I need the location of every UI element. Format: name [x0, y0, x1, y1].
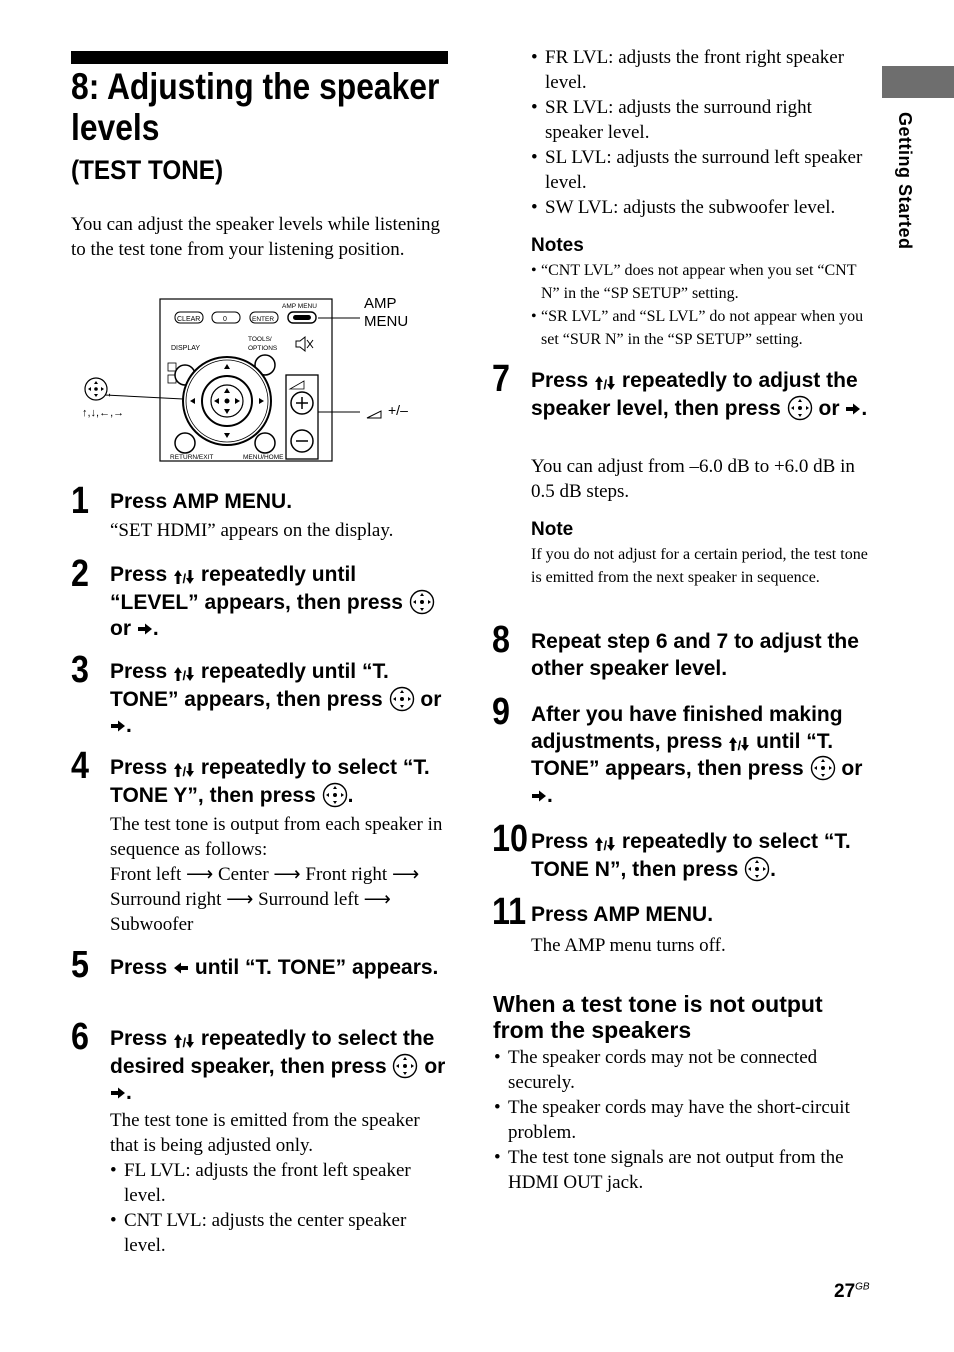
step-11-number: 11 — [492, 891, 527, 933]
page-number: $27^{GB}$ — [834, 1281, 870, 1302]
up-down-arrows-icon — [173, 762, 195, 778]
enter-icon — [787, 395, 813, 421]
list-item: • SR LVL: adjusts the surround right speaker level. — [531, 95, 871, 145]
list-item: • FR LVL: adjusts the front right speaker level. — [531, 45, 871, 95]
list-item: • The speaker cords may have the short-circuit problem. — [494, 1095, 874, 1145]
right-arrow-icon — [110, 719, 126, 733]
amp-menu-btn-label: AMP MENU — [282, 303, 317, 310]
step-6-bullets-cont — [531, 45, 871, 220]
step-7-text: Press repeatedly to adjust the speaker level, then press or . — [531, 369, 868, 420]
list-item: • The speaker cords may not be connected securely. — [494, 1045, 874, 1095]
enter-icon — [322, 782, 348, 808]
step-6-number: 6 — [71, 1016, 89, 1058]
enter-label: ENTER — [252, 316, 275, 323]
step-10-number: 10 — [492, 818, 528, 860]
svg-text:TOOLS/: TOOLS/ — [248, 336, 272, 343]
volume-callout: +/– — [388, 402, 408, 418]
step-3-text: Press repeatedly until “T. TONE” appears, then press or . — [110, 660, 442, 737]
speaker-sequence: Front left ⟶ Center ⟶ Front right ⟶ Surround right ⟶ Surround left ⟶ Subwoofer — [110, 864, 420, 935]
note-text: If you do not adjust for a certain period, the test tone is emitted from the next speaker in sequence. — [531, 546, 868, 586]
clear-label: CLEAR — [177, 316, 201, 323]
up-down-arrows-icon — [594, 836, 616, 852]
step-8-number: 8 — [492, 619, 510, 661]
enter-icon — [744, 856, 770, 882]
return-label: RETURN/EXIT — [170, 454, 214, 461]
up-down-arrows-icon — [173, 1033, 195, 1049]
list-item: • SL LVL: adjusts the surround left speaker level. — [531, 145, 871, 195]
page-subtitle: (TEST TONE) — [71, 155, 224, 185]
step-9-text: After you have finished making adjustments, press until “T. TONE” appears, then press or . — [531, 703, 863, 807]
troubleshoot-list — [494, 1045, 874, 1195]
up-down-arrows-icon — [728, 736, 750, 752]
menu-home-label: MENU/HOME — [243, 454, 284, 461]
list-item: • SW LVL: adjusts the subwoofer level. — [531, 195, 871, 220]
intro-paragraph: You can adjust the speaker levels while listening to the test tone from your listening position. — [71, 214, 441, 260]
step-9-number: 9 — [492, 691, 510, 733]
list-item: • FL LVL: adjusts the front left speaker level. — [110, 1158, 450, 1208]
step-11-desc: The AMP menu turns off. — [531, 935, 726, 956]
step-2-text: Press repeatedly until “LEVEL” appears, then press or . — [110, 562, 450, 643]
remote-figure — [80, 295, 430, 465]
enter-icon — [392, 1053, 418, 1079]
enter-icon — [389, 686, 415, 712]
up-down-arrows-icon — [173, 666, 195, 682]
note-heading: Note — [531, 519, 574, 540]
list-item: • “SR LVL” and “SL LVL” do not appear when you set “SUR N” in the “SP SETUP” setting. — [531, 305, 871, 351]
step-11-text: Press AMP MENU. — [531, 903, 714, 926]
step-8-text: Repeat step 6 and 7 to adjust the other speaker level. — [531, 630, 859, 680]
up-down-arrows-icon — [594, 375, 616, 391]
list-item: • “CNT LVL” does not appear when you set “CNT N” in the “SP SETUP” setting. — [531, 259, 871, 305]
step-4-number: 4 — [71, 745, 89, 787]
notes-list — [531, 259, 871, 351]
right-arrow-icon — [137, 622, 153, 636]
step-6-desc: The test tone is emitted from the speaker that is being adjusted only. • FL LVL: adjusts the front left speaker level. • CNT LVL: adjusts the center speaker level. — [110, 1108, 450, 1258]
step-10-text: Press repeatedly to select “T. TONE N”, then press . — [531, 830, 851, 881]
enter-icon — [409, 589, 435, 615]
enter-icon — [810, 755, 836, 781]
svg-text:,: , — [108, 386, 112, 398]
step-4-desc: The test tone is output from each speaker in sequence as follows: Front left ⟶ Center ⟶ Front right ⟶ Surround right ⟶ Surround left ⟶ Subwoofer — [110, 812, 450, 937]
step-5-number: 5 — [71, 944, 89, 986]
troubleshoot-heading: When a test tone is not output from the speakers — [493, 991, 823, 1043]
step-3-number: 3 — [71, 649, 89, 691]
right-arrow-icon — [110, 1086, 126, 1100]
svg-text:OPTIONS: OPTIONS — [248, 345, 278, 352]
right-arrow-icon — [845, 402, 861, 416]
step-5-text: Press until “T. TONE” appears. — [110, 956, 439, 979]
step-1-desc: “SET HDMI” appears on the display. — [110, 520, 394, 541]
right-arrow-icon — [531, 789, 547, 803]
list-item: • CNT LVL: adjusts the center speaker level. — [110, 1208, 450, 1258]
step-1-text: Press AMP MENU. — [110, 490, 293, 513]
step-4-text: Press repeatedly to select “T. TONE Y”, then press . — [110, 756, 430, 807]
amp-menu-callout: AMP MENU — [364, 295, 409, 330]
display-label: DISPLAY — [171, 345, 201, 352]
zero-label: 0 — [223, 316, 227, 323]
title-rule — [71, 51, 448, 64]
step-7-number: 7 — [492, 358, 510, 400]
page-title: 8: Adjusting the speaker levels — [71, 66, 440, 148]
notes-heading: Notes — [531, 235, 584, 256]
step-6-text: Press repeatedly to select the desired speaker, then press or . — [110, 1027, 446, 1104]
list-item: • The test tone signals are not output from the HDMI OUT jack. — [494, 1145, 874, 1195]
arrows-label: ↑,↓,←,→ — [82, 407, 125, 419]
side-section-label: Getting Started — [895, 112, 915, 250]
side-tab — [882, 66, 954, 98]
step-2-number: 2 — [71, 553, 89, 595]
left-arrow-icon — [173, 961, 189, 975]
up-down-arrows-icon — [173, 569, 195, 585]
step-1-number: 1 — [71, 480, 89, 522]
step-7-desc: You can adjust from –6.0 dB to +6.0 dB in 0.5 dB steps. — [531, 456, 855, 502]
